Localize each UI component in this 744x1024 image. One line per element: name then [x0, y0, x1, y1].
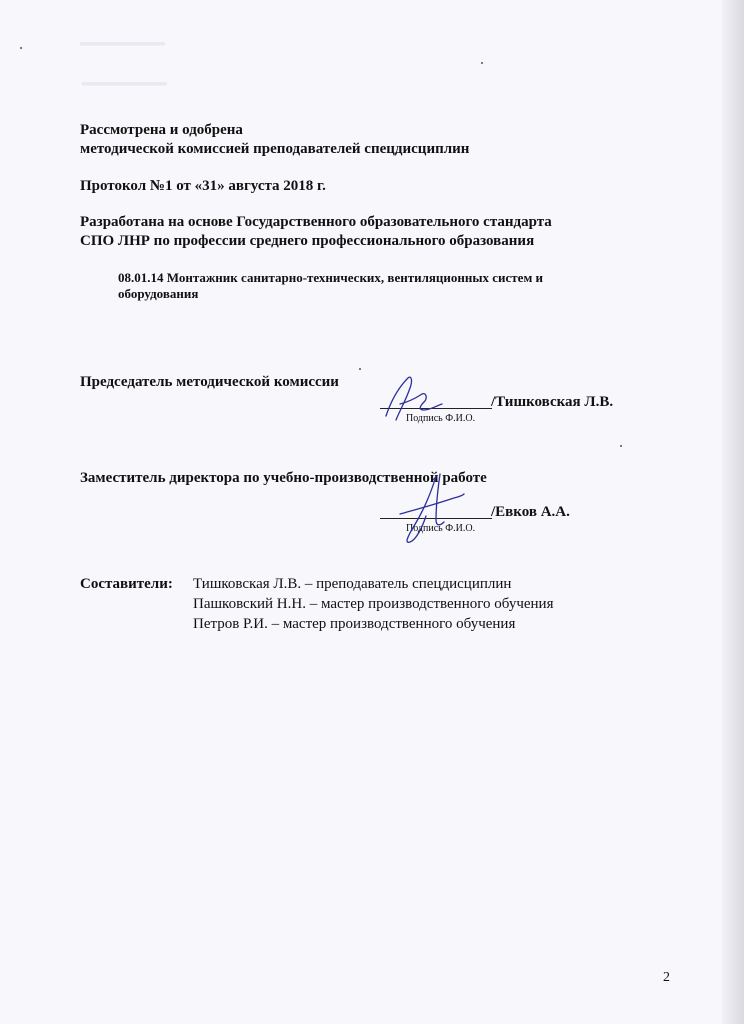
authors-label-text: Составители [80, 576, 168, 592]
scan-speck [481, 62, 483, 64]
authors-label-colon: : [167, 576, 173, 592]
approval-line-2: методической комиссией преподавателей спецдисциплин [80, 141, 470, 157]
author-item: Пашковский Н.Н. – мастер производственного обучения [193, 596, 554, 612]
bleed-through-mark: ▁▁▁▁▁ [80, 20, 165, 45]
scan-speck [359, 368, 361, 370]
page-number: 2 [663, 970, 670, 985]
profession-line-1: 08.01.14 Монтажник санитарно-технических, вентиляционных систем и [118, 270, 544, 285]
approval-line-1: Рассмотрена и одобрена [80, 122, 243, 138]
scan-speck [620, 445, 622, 447]
chair-name: /Тишковская Л.В. [491, 394, 614, 410]
bleed-through-mark: ▁▁▁▁▁ [82, 60, 167, 85]
developed-line-2: СПО ЛНР по профессии среднего профессионального образования [80, 233, 535, 249]
chair-title: Председатель методической комиссии [80, 374, 339, 390]
authors-label [80, 575, 173, 593]
chair-signature-caption: Подпись Ф.И.О. [406, 413, 476, 424]
author-item: Петров Р.И. – мастер производственного обучения [193, 616, 516, 632]
profession-line-2: оборудования [118, 286, 199, 301]
protocol-line: Протокол №1 от «31» августа 2018 г. [80, 178, 326, 194]
scan-speck [20, 47, 22, 49]
page-edge-shadow [722, 0, 744, 1024]
developed-line-1: Разработана на основе Государственного образовательного стандарта [80, 214, 552, 230]
deputy-signature-caption: Подпись Ф.И.О. [406, 523, 476, 534]
deputy-handwritten-signature [396, 470, 468, 550]
author-item: Тишковская Л.В. – преподаватель спецдисциплин [193, 576, 512, 592]
deputy-title: Заместитель директора по учебно-производственной работе [80, 470, 487, 486]
deputy-name: /Евков А.А. [491, 504, 570, 520]
chair-handwritten-signature [378, 368, 448, 430]
